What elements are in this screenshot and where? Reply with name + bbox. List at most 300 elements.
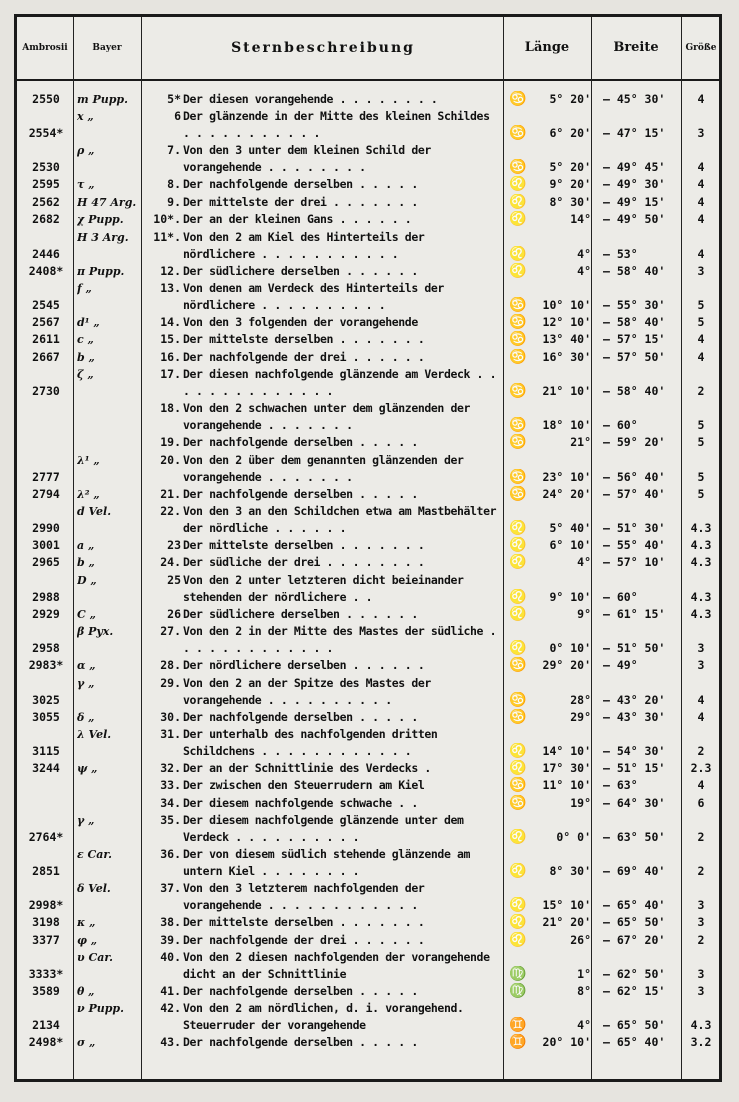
zodiac-sign-icon: ♌ — [509, 245, 527, 262]
star-description: Der diesem nachfolgende schwache . . — [183, 795, 418, 810]
star-number: 32. — [160, 761, 181, 775]
star-description: Von den 2 unter letzteren dicht beieinander stehenden der nördlichere . . — [183, 572, 464, 604]
magnitude-value: 4 — [697, 177, 705, 192]
zodiac-sign-icon: ♋ — [509, 657, 527, 674]
table-row — [17, 675, 719, 709]
star-number: 24. — [160, 555, 181, 570]
ambrosii-number: 2562 — [32, 194, 60, 209]
bayer-designation: ε Car. — [77, 848, 113, 862]
star-description: Von denen am Verdeck des Hinterteils der nördlichere . . . . . . . . . . — [183, 281, 444, 312]
magnitude-value: 6 — [697, 795, 705, 810]
longitude-value: 11° 10' — [542, 778, 591, 793]
star-number: 11*. — [153, 229, 181, 244]
latitude-value: — 57° 50' — [603, 349, 666, 364]
table-row — [17, 349, 719, 366]
ambrosii-number: 3333* — [28, 967, 64, 981]
longitude-value: 9° 10' — [549, 589, 591, 604]
latitude-value: — 65° 40' — [603, 1035, 666, 1050]
star-description: Von den 2 diesen nachfolgenden der vorangehende dicht an der Schnittlinie — [183, 950, 490, 981]
bayer-designation: a „ — [77, 539, 95, 552]
latitude-value: — 57° 10' — [603, 555, 666, 570]
longitude-value: 24° 20' — [542, 486, 591, 501]
star-description: Von den 2 an der Spitze des Mastes der vorangehende . . . . . . . . . . — [183, 675, 431, 707]
table-row — [17, 91, 719, 108]
star-description: Von den 3 an den Schildchen etwa am Mastbehälter der nördliche . . . . . . — [183, 504, 497, 535]
ambrosii-number: 2730 — [32, 384, 60, 399]
ambrosii-number: 3198 — [32, 915, 60, 930]
star-number: 33. — [160, 778, 181, 793]
ambrosii-number: 2682 — [32, 212, 60, 227]
bayer-designation: x „ — [77, 110, 94, 124]
magnitude-value: 3 — [697, 984, 705, 998]
star-description: Der nördlichere derselben . . . . . . — [183, 658, 425, 673]
latitude-value: — 43° 20' — [603, 692, 666, 707]
longitude-value: 9° — [577, 606, 591, 621]
ambrosii-number: 2965 — [32, 555, 60, 570]
latitude-value: — 59° 20' — [603, 435, 666, 450]
longitude-value: 15° 10' — [542, 898, 591, 913]
longitude-value: 21° 20' — [542, 915, 591, 930]
magnitude-value: 3 — [697, 898, 705, 913]
table-row — [17, 434, 719, 451]
star-description: Der nachfolgende der drei . . . . . . — [183, 932, 425, 947]
latitude-value: — 65° 50' — [603, 915, 666, 930]
bayer-designation: τ „ — [77, 178, 95, 192]
star-description: Der an der Schnittlinie des Verdecks . — [183, 761, 431, 775]
zodiac-sign-icon: ♋ — [509, 468, 527, 485]
table-row — [17, 503, 719, 537]
latitude-value: — 43° 30' — [603, 709, 666, 724]
header-bayer: Bayer — [92, 43, 122, 53]
bayer-designation: λ¹ „ — [77, 453, 100, 467]
star-description: Der nachfolgende derselben . . . . . — [183, 1035, 418, 1050]
ambrosii-number: 3115 — [32, 744, 60, 758]
star-number: 28. — [160, 658, 181, 673]
star-number: 7. — [167, 143, 181, 158]
magnitude-value: 5 — [697, 418, 705, 433]
longitude-value: 8° 30' — [549, 194, 591, 209]
ambrosii-number: 2408* — [28, 263, 64, 278]
latitude-value: — 47° 15' — [603, 126, 666, 141]
ambrosii-number: 2998* — [28, 898, 64, 913]
table-row — [17, 263, 719, 280]
bayer-designation: b „ — [77, 350, 95, 364]
magnitude-value: 4.3 — [690, 1018, 712, 1033]
magnitude-value: 2 — [697, 932, 705, 947]
magnitude-value: 4 — [697, 160, 705, 175]
star-description: Der mittelste der drei . . . . . . . — [183, 194, 418, 209]
latitude-value: — 60° — [603, 418, 638, 433]
magnitude-value: 4 — [697, 212, 705, 227]
star-description: Der mittelste derselben . . . . . . . — [183, 915, 425, 930]
latitude-value: — 53° — [603, 246, 638, 261]
table-row — [17, 194, 719, 211]
zodiac-sign-icon: ♌ — [509, 914, 527, 931]
bayer-designation: f „ — [77, 282, 92, 295]
latitude-value: — 65° 50' — [603, 1018, 666, 1033]
star-description: Der nachfolgende der drei . . . . . . — [183, 349, 425, 364]
table-header — [17, 17, 719, 81]
bayer-designation: m Pupp. — [77, 93, 128, 106]
ambrosii-number: 2764* — [28, 830, 64, 845]
star-number: 18. — [160, 401, 181, 416]
table-row — [17, 1000, 719, 1034]
table-row — [17, 846, 719, 880]
ambrosii-number: 2958 — [32, 641, 60, 656]
zodiac-sign-icon: ♊ — [509, 1034, 527, 1051]
longitude-value: 6° 20' — [549, 126, 591, 141]
star-description: Der nachfolgende derselben . . . . . — [183, 709, 418, 724]
bayer-designation: γ „ — [77, 814, 95, 828]
table-row — [17, 880, 719, 914]
star-number: 13. — [160, 281, 181, 295]
star-description: Der unterhalb des nachfolgenden dritten Schildchens . . . . . . . . . . . . — [183, 727, 438, 758]
star-description: Von den 2 am Kiel des Hinterteils der nördlichere . . . . . . . . . . . — [183, 229, 425, 261]
table-row — [17, 211, 719, 228]
table-row — [17, 709, 719, 726]
zodiac-sign-icon: ♋ — [509, 383, 527, 400]
table-row — [17, 572, 719, 606]
star-number: 26 — [167, 606, 181, 621]
longitude-value: 0° 10' — [549, 641, 591, 656]
star-description: Der zwischen den Steuerrudern am Kiel — [183, 778, 425, 793]
longitude-value: 21° — [570, 435, 591, 450]
bayer-designation: H 47 Arg. — [77, 195, 137, 209]
zodiac-sign-icon: ♌ — [509, 640, 527, 657]
bayer-designation: ζ „ — [77, 368, 94, 382]
table-row — [17, 914, 719, 931]
latitude-value: — 45° 30' — [603, 92, 666, 106]
latitude-value: — 55° 40' — [603, 538, 666, 552]
magnitude-value: 3.2 — [690, 1035, 712, 1050]
star-number: 27. — [160, 624, 181, 639]
bayer-designation: ν Pupp. — [77, 1002, 124, 1016]
bayer-designation: ψ „ — [77, 762, 98, 775]
zodiac-sign-icon: ♋ — [509, 159, 527, 176]
zodiac-sign-icon: ♋ — [509, 794, 527, 811]
longitude-value: 5° 20' — [549, 92, 591, 106]
zodiac-sign-icon: ♋ — [509, 331, 527, 348]
longitude-value: 4° — [577, 555, 591, 570]
star-number: 17. — [160, 367, 181, 382]
table-row — [17, 949, 719, 983]
bayer-designation: γ „ — [77, 676, 95, 690]
ambrosii-number: 3055 — [32, 709, 60, 724]
longitude-value: 1° — [577, 967, 591, 981]
longitude-value: 29° — [570, 709, 591, 724]
table-row — [17, 229, 719, 263]
latitude-value: — 51° 30' — [603, 521, 666, 535]
longitude-value: 13° 40' — [542, 332, 591, 347]
longitude-value: 26° — [570, 932, 591, 947]
zodiac-sign-icon: ♌ — [509, 537, 527, 553]
longitude-value: 17° 30' — [542, 761, 591, 775]
table-row — [17, 795, 719, 812]
magnitude-value: 4 — [697, 349, 705, 364]
latitude-value: — 67° 20' — [603, 932, 666, 947]
table-row — [17, 176, 719, 193]
star-number: 16. — [160, 349, 181, 364]
zodiac-sign-icon: ♋ — [509, 691, 527, 708]
table-row — [17, 760, 719, 777]
star-description: Der südliche der drei . . . . . . . . — [183, 555, 425, 570]
ambrosii-number: 2567 — [32, 315, 60, 329]
zodiac-sign-icon: ♌ — [509, 760, 527, 776]
bayer-designation: b „ — [77, 556, 95, 570]
header-latitude: Breite — [613, 40, 659, 55]
table-row — [17, 366, 719, 400]
magnitude-value: 4 — [697, 332, 705, 347]
star-description: Der nachfolgende derselben . . . . . — [183, 486, 418, 501]
star-description: Von den 2 in der Mitte des Mastes der südliche . . . . . . . . . . . . . — [183, 624, 497, 656]
latitude-value: — 65° 40' — [603, 898, 666, 913]
latitude-value: — 56° 40' — [603, 469, 666, 484]
zodiac-sign-icon: ♌ — [509, 176, 527, 193]
bayer-designation: χ Pupp. — [77, 213, 124, 227]
latitude-value: — 61° 15' — [603, 606, 666, 621]
star-number: 25 — [167, 572, 181, 587]
magnitude-value: 5 — [697, 298, 705, 312]
bayer-designation: β Pyx. — [77, 625, 114, 639]
zodiac-sign-icon: ♋ — [509, 417, 527, 434]
star-description: Von den 2 schwachen unter dem glänzenden der vorangehende . . . . . . . — [183, 401, 471, 433]
magnitude-value: 5 — [697, 315, 705, 329]
magnitude-value: 2.3 — [690, 761, 712, 775]
table-row — [17, 1034, 719, 1051]
star-number: 35. — [160, 813, 181, 828]
ambrosii-number: 2446 — [32, 246, 60, 261]
zodiac-sign-icon: ♌ — [509, 931, 527, 948]
latitude-value: — 64° 30' — [603, 795, 666, 810]
magnitude-value: 4.3 — [690, 538, 712, 552]
magnitude-value: 2 — [697, 384, 705, 399]
magnitude-value: 2 — [697, 830, 705, 845]
star-description: Der glänzende in der Mitte des kleinen Schildes . . . . . . . . . . . — [183, 109, 490, 141]
zodiac-sign-icon: ♌ — [509, 211, 527, 228]
zodiac-sign-icon: ♋ — [509, 125, 527, 142]
star-description: Der mittelste derselben . . . . . . . — [183, 332, 425, 347]
ambrosii-number: 2929 — [32, 606, 60, 621]
zodiac-sign-icon: ♍ — [509, 966, 527, 982]
longitude-value: 20° 10' — [542, 1035, 591, 1050]
zodiac-sign-icon: ♌ — [509, 897, 527, 914]
star-number: 20. — [160, 452, 181, 467]
bayer-designation: λ² „ — [77, 487, 100, 501]
latitude-value: — 54° 30' — [603, 744, 666, 758]
latitude-value: — 49° 30' — [603, 177, 666, 192]
ambrosii-number: 2498* — [28, 1035, 64, 1050]
bayer-designation: σ „ — [77, 1036, 96, 1050]
table-row — [17, 331, 719, 348]
header-ambrosii: Ambrosii — [22, 43, 68, 53]
header-description: Sternbeschreibung — [231, 40, 415, 56]
longitude-value: 14° — [570, 212, 591, 227]
table-row — [17, 280, 719, 314]
zodiac-sign-icon: ♋ — [509, 297, 527, 313]
ambrosii-number: 2777 — [32, 469, 60, 484]
longitude-value: 29° 20' — [542, 658, 591, 673]
magnitude-value: 3 — [697, 263, 705, 278]
longitude-value: 4° — [577, 1018, 591, 1033]
magnitude-value: 4 — [697, 778, 705, 793]
ambrosii-number: 3001 — [32, 538, 60, 552]
zodiac-sign-icon: ♋ — [509, 91, 527, 107]
table-row — [17, 142, 719, 176]
table-row — [17, 537, 719, 554]
header-longitude: Länge — [524, 40, 570, 55]
latitude-value: — 62° 15' — [603, 984, 666, 998]
zodiac-sign-icon: ♋ — [509, 434, 527, 451]
zodiac-sign-icon: ♌ — [509, 829, 527, 846]
star-number: 39. — [160, 932, 181, 947]
star-number: 37. — [160, 881, 181, 896]
table-row — [17, 486, 719, 503]
longitude-value: 4° — [577, 246, 591, 261]
bayer-designation: D „ — [77, 573, 97, 587]
magnitude-value: 4 — [697, 692, 705, 707]
star-description: Von den 2 am nördlichen, d. i. vorangehend. Steuerruder der vorangehende — [183, 1001, 464, 1033]
bayer-designation: C „ — [77, 607, 96, 621]
star-number: 21. — [160, 486, 181, 501]
table-row — [17, 452, 719, 486]
star-number: 30. — [160, 709, 181, 724]
magnitude-value: 4 — [697, 246, 705, 261]
ambrosii-number: 2667 — [32, 349, 60, 364]
ambrosii-number: 2851 — [32, 864, 60, 879]
star-description: Der mittelste derselben . . . . . . . — [183, 538, 425, 552]
magnitude-value: 3 — [697, 641, 705, 656]
ambrosii-number: 2990 — [32, 521, 60, 535]
bayer-designation: λ Vel. — [77, 728, 112, 741]
bayer-designation: H 3 Arg. — [77, 230, 129, 244]
latitude-value: — 49° — [603, 658, 638, 673]
latitude-value: — 58° 40' — [603, 315, 666, 329]
zodiac-sign-icon: ♌ — [509, 554, 527, 571]
star-number: 9. — [167, 194, 181, 209]
zodiac-sign-icon: ♌ — [509, 863, 527, 880]
magnitude-value: 3 — [697, 126, 705, 141]
star-number: 38. — [160, 915, 181, 930]
star-number: 14. — [160, 315, 181, 329]
zodiac-sign-icon: ♍ — [509, 983, 527, 999]
star-description: Der von diesem südlich stehende glänzende am untern Kiel . . . . . . . . — [183, 847, 471, 879]
bayer-designation: κ „ — [77, 916, 96, 930]
star-number: 10*. — [153, 212, 181, 227]
zodiac-sign-icon: ♋ — [509, 314, 527, 330]
bayer-designation: d¹ „ — [77, 316, 100, 329]
bayer-designation: c „ — [77, 333, 94, 347]
bayer-designation: δ „ — [77, 710, 95, 724]
magnitude-value: 2 — [697, 864, 705, 879]
star-number: 15. — [160, 332, 181, 347]
magnitude-value: 4 — [697, 194, 705, 209]
longitude-value: 4° — [577, 263, 591, 278]
ambrosii-number: 3025 — [32, 692, 60, 707]
magnitude-value: 5 — [697, 486, 705, 501]
latitude-value: — 51° 15' — [603, 761, 666, 775]
longitude-value: 5° 20' — [549, 160, 591, 175]
magnitude-value: 4 — [697, 92, 705, 106]
magnitude-value: 5 — [697, 435, 705, 450]
magnitude-value: 3 — [697, 915, 705, 930]
bayer-designation: υ Car. — [77, 951, 113, 964]
latitude-value: — 55° 30' — [603, 298, 666, 312]
ambrosii-number: 3589 — [32, 984, 60, 998]
star-number: 41. — [160, 984, 181, 998]
star-description: Von den 3 folgenden der vorangehende — [183, 315, 418, 329]
header-magnitude: Größe — [685, 43, 717, 53]
magnitude-value: 4.3 — [690, 589, 712, 604]
bayer-designation: ρ „ — [77, 144, 95, 158]
latitude-value: — 58° 40' — [603, 263, 666, 278]
ambrosii-number: 2554* — [28, 126, 64, 141]
table-row — [17, 400, 719, 434]
ambrosii-number: 2530 — [32, 160, 60, 175]
star-number: 29. — [160, 675, 181, 690]
star-number: 19. — [160, 435, 181, 450]
magnitude-value: 4.3 — [690, 606, 712, 621]
magnitude-value: 4.3 — [690, 521, 712, 535]
ambrosii-number: 3377 — [32, 932, 60, 947]
table-row — [17, 108, 719, 142]
star-number: 6 — [174, 109, 181, 124]
latitude-value: — 57° 40' — [603, 486, 666, 501]
magnitude-value: 4.3 — [690, 555, 712, 570]
longitude-value: 6° 10' — [549, 538, 591, 552]
star-number: 22. — [160, 504, 181, 518]
latitude-value: — 63° 50' — [603, 830, 666, 845]
longitude-value: 9° 20' — [549, 177, 591, 192]
ambrosii-number: 3244 — [32, 761, 60, 775]
zodiac-sign-icon: ♋ — [509, 348, 527, 365]
star-description: Der diesen nachfolgende glänzende am Verdeck . . . . . . . . . . . . . . — [183, 367, 497, 399]
zodiac-sign-icon: ♌ — [509, 605, 527, 622]
zodiac-sign-icon: ♋ — [509, 777, 527, 794]
ambrosii-number: 2545 — [32, 298, 60, 312]
star-description: Der nachfolgende derselben . . . . . — [183, 984, 418, 998]
latitude-value: — 62° 50' — [603, 967, 666, 981]
star-description: Der südlichere derselben . . . . . . — [183, 263, 418, 278]
zodiac-sign-icon: ♌ — [509, 193, 527, 210]
bayer-designation: φ „ — [77, 933, 98, 947]
star-catalog-table — [14, 14, 722, 1082]
longitude-value: 8° — [577, 984, 591, 998]
latitude-value: — 60° — [603, 589, 638, 604]
ambrosii-number: 2134 — [32, 1018, 60, 1033]
bayer-designation: α „ — [77, 659, 96, 673]
star-number: 23 — [167, 538, 181, 552]
latitude-value: — 49° 50' — [603, 212, 666, 227]
star-number: 36. — [160, 847, 181, 862]
star-number: 40. — [160, 950, 181, 964]
star-number: 43. — [160, 1035, 181, 1050]
bayer-designation: d Vel. — [77, 505, 112, 518]
longitude-value: 5° 40' — [549, 521, 591, 535]
table-row — [17, 657, 719, 674]
zodiac-sign-icon: ♋ — [509, 708, 527, 725]
latitude-value: — 51° 50' — [603, 641, 666, 656]
star-description: Von den 3 unter dem kleinen Schild der vorangehende . . . . . . . . — [183, 143, 431, 175]
longitude-value: 21° 10' — [542, 384, 591, 399]
latitude-value: — 57° 15' — [603, 332, 666, 347]
ambrosii-number: 2611 — [32, 332, 60, 347]
star-description: Der nachfolgende derselben . . . . . — [183, 435, 418, 450]
zodiac-sign-icon: ♊ — [509, 1017, 527, 1034]
longitude-value: 19° — [570, 795, 591, 810]
star-description: Der an der kleinen Gans . . . . . . — [183, 212, 412, 227]
star-description: Der nachfolgende derselben . . . . . — [183, 177, 418, 192]
star-number: 12. — [160, 263, 181, 278]
